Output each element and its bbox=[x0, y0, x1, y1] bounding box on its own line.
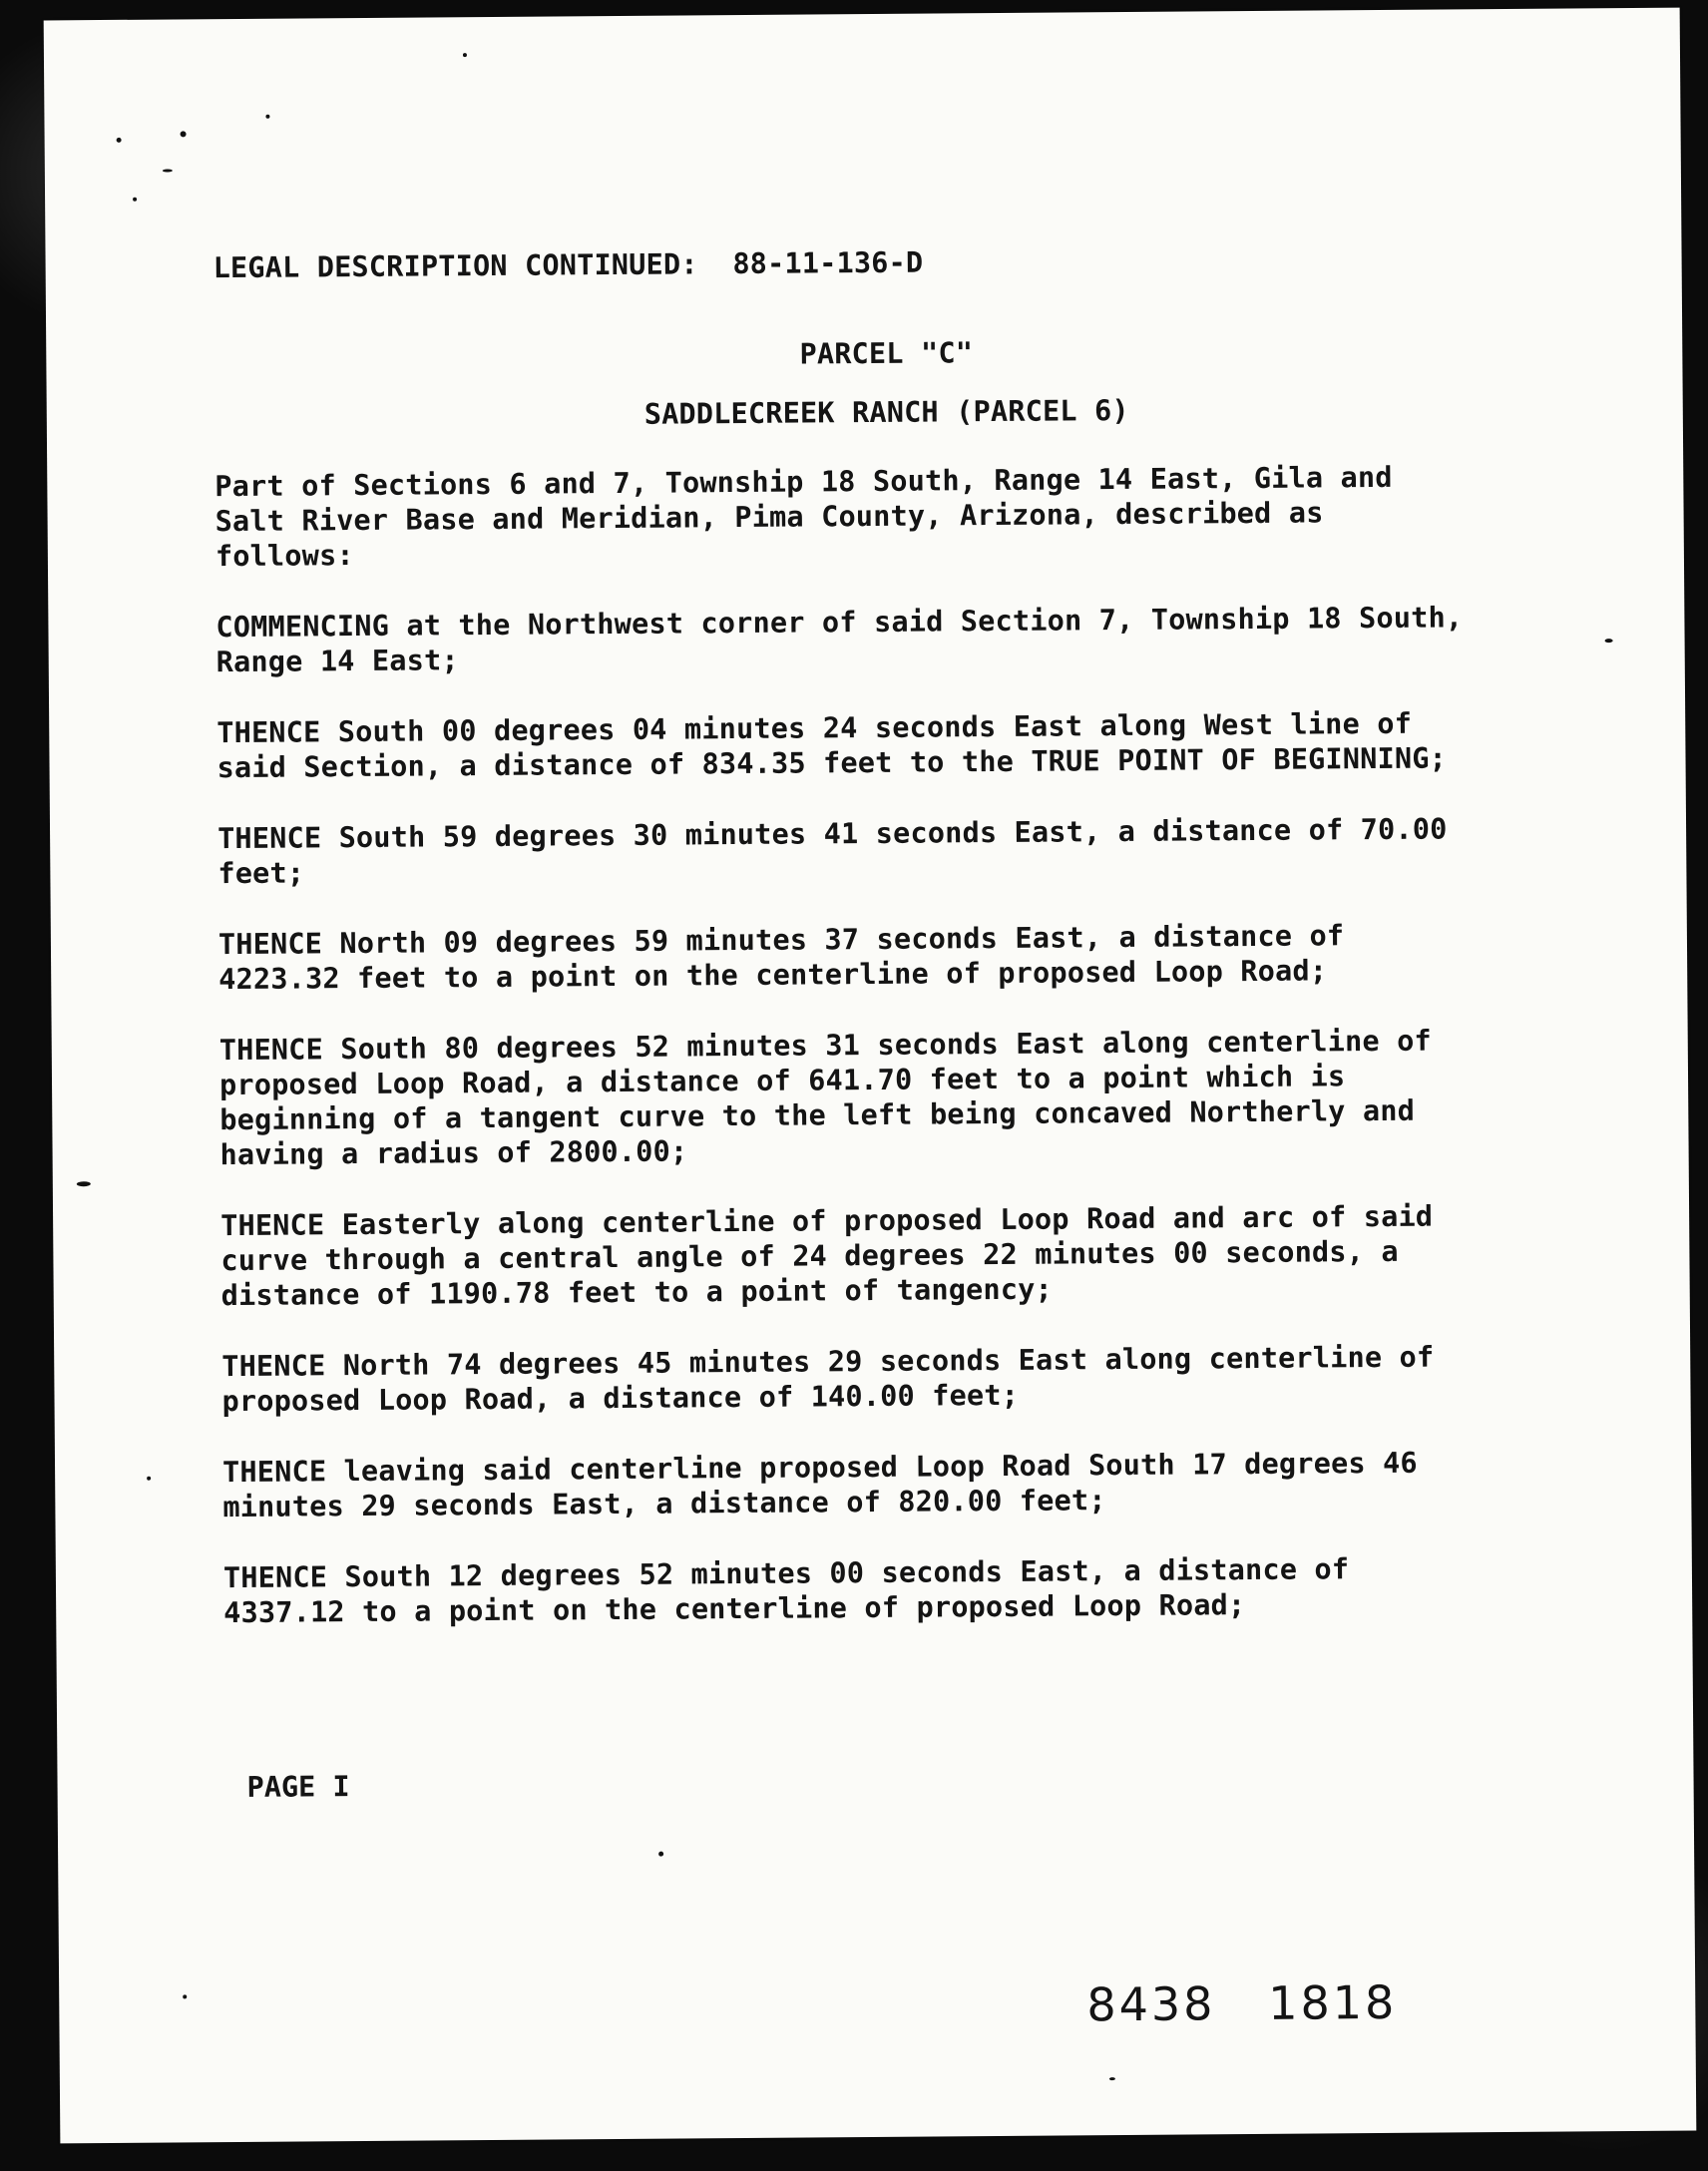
scan-speck bbox=[181, 131, 187, 137]
document-number: 8438 1818 bbox=[1086, 1974, 1398, 2032]
scan-speck bbox=[658, 1852, 663, 1857]
description-paragraph: Part of Sections 6 and 7, Township 18 South, Range 14 East, Gila and Salt River Base and Meridian, Pima County, Arizona, described as follows: bbox=[214, 460, 1393, 574]
description-paragraph: THENCE leaving said centerline proposed Loop Road South 17 degrees 46 minutes 29 seconds East, a distance of 820.00 feet; bbox=[221, 1446, 1418, 1524]
scan-speck bbox=[163, 169, 173, 172]
scan-speck bbox=[183, 1994, 187, 1998]
header-label: LEGAL DESCRIPTION CONTINUED: bbox=[213, 247, 698, 285]
page-label: PAGE I bbox=[246, 1770, 350, 1804]
legal-description bbox=[213, 240, 1540, 1630]
scan-speck bbox=[77, 1181, 91, 1186]
parcel-title: PARCEL "C" bbox=[799, 336, 974, 371]
scan-speck bbox=[117, 138, 122, 143]
reference-code: 88-11-136-D bbox=[732, 245, 924, 281]
scan-speck bbox=[147, 1477, 151, 1481]
description-paragraph: THENCE North 09 degrees 59 minutes 37 seconds East, a distance of 4223.32 feet to a point on the centerline of proposed Loop Road; bbox=[217, 919, 1345, 997]
scan-speck bbox=[1605, 639, 1613, 643]
scan-speck bbox=[133, 198, 137, 202]
scan-speck bbox=[1109, 2077, 1115, 2080]
description-paragraph: THENCE South 80 degrees 52 minutes 31 seconds East along centerline of proposed Loop Road, a distance of 641.70 feet to a point which is beginning of a tangent curve to the left being concaved Northerly and having a radius of 2800.00; bbox=[218, 1024, 1432, 1172]
description-paragraph: THENCE South 12 degrees 52 minutes 00 seconds East, a distance of 4337.12 to a point on the centerline of proposed Loop Road; bbox=[222, 1552, 1350, 1630]
description-paragraph: THENCE North 74 degrees 45 minutes 29 seconds East along centerline of proposed Loop Road, a distance of 140.00 feet; bbox=[221, 1340, 1435, 1419]
document-page bbox=[44, 8, 1697, 2144]
description-paragraph: THENCE South 00 degrees 04 minutes 24 seconds East along West line of said Section, a distance of 834.35 feet to the TRUE POINT OF BEGINNING; bbox=[216, 706, 1448, 785]
scan-speck bbox=[265, 115, 269, 119]
description-paragraph: COMMENCING at the Northwest corner of said Section 7, Township 18 South, Range 14 East; bbox=[215, 601, 1464, 679]
description-paragraph: THENCE South 59 degrees 30 minutes 41 seconds East, a distance of 70.00 feet; bbox=[216, 812, 1448, 891]
header-line bbox=[213, 240, 1529, 285]
ranch-title: SADDLECREEK RANCH (PARCEL 6) bbox=[643, 393, 1129, 431]
scan-speck bbox=[463, 53, 467, 57]
description-paragraph: THENCE Easterly along centerline of proposed Loop Road and arc of said curve through a central angle of 24 degrees 22 minutes 00 seconds, a distance of 1190.78 feet to a point of tangency; bbox=[220, 1199, 1434, 1313]
